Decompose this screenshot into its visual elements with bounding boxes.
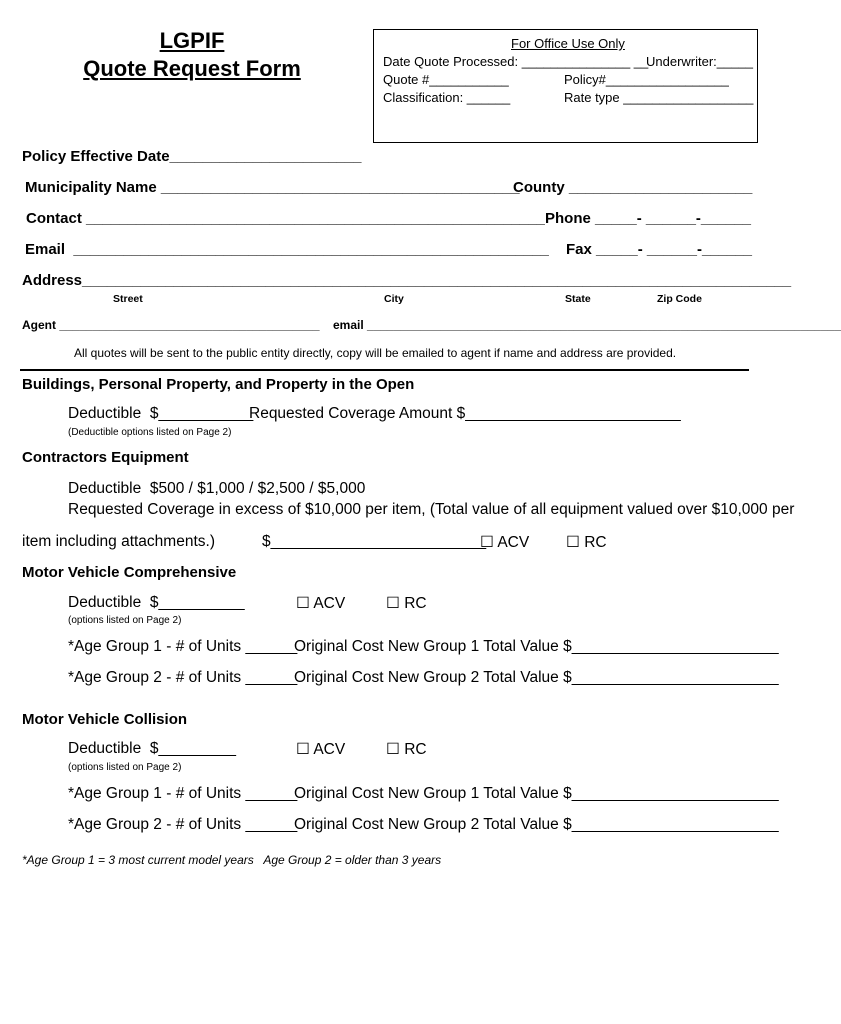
agent-email-field[interactable]: email _______________________________________________________________________ [333,318,841,332]
mv-comprehensive-rc-checkbox[interactable]: ☐ RC [386,595,427,612]
policy-effective-date-field[interactable]: Policy Effective Date_______________________ [22,148,362,165]
contractors-deductible-options: Deductible $500 / $1,000 / $2,500 / $5,000 [68,480,366,497]
mv-comprehensive-heading: Motor Vehicle Comprehensive [22,564,237,581]
zip-code-label: Zip Code [657,293,702,305]
mv-collision-deductible-field[interactable]: Deductible $_________ [68,740,237,757]
municipality-name-field[interactable]: Municipality Name ___________________________________________ [25,179,520,196]
mv-collision-age-group-2-value[interactable]: Original Cost New Group 2 Total Value $________________________ [294,816,779,833]
mv-collision-age-group-1-units[interactable]: *Age Group 1 - # of Units ______ [68,785,298,802]
mv-comprehensive-age-group-1-units[interactable]: *Age Group 1 - # of Units ______ [68,638,298,655]
form-title-line1: LGPIF [159,28,225,53]
mv-collision-rc-checkbox[interactable]: ☐ RC [386,741,427,758]
mv-collision-acv-checkbox[interactable]: ☐ ACV [296,741,346,758]
mv-comprehensive-options-note: (options listed on Page 2) [68,615,182,626]
mv-comprehensive-acv-checkbox[interactable]: ☐ ACV [296,595,346,612]
mv-comprehensive-deductible-field[interactable]: Deductible $__________ [68,594,245,611]
county-field[interactable]: County ______________________ [513,179,753,196]
mv-comprehensive-age-group-1-value[interactable]: Original Cost New Group 1 Total Value $________________________ [294,638,779,655]
mv-comprehensive-age-group-2-units[interactable]: *Age Group 2 - # of Units ______ [68,669,298,686]
mv-collision-age-group-1-value[interactable]: Original Cost New Group 1 Total Value $________________________ [294,785,779,802]
address-field[interactable]: Address_____________________________________________________________________________________ [22,272,792,289]
buildings-deductible-note: (Deductible options listed on Page 2) [68,427,232,438]
street-label: Street [113,293,143,305]
buildings-section-heading: Buildings, Personal Property, and Property in the Open [22,376,415,393]
fax-field[interactable]: Fax _____- ______-______ [566,241,752,258]
buildings-requested-coverage-field[interactable]: Requested Coverage Amount $_________________________ [249,405,681,422]
contractors-requested-coverage-text: Requested Coverage in excess of $10,000 per item, (Total value of all equipment valued over $10,000 per [68,501,795,518]
phone-field[interactable]: Phone _____- ______-______ [545,210,751,227]
age-group-footnote: *Age Group 1 = 3 most current model years Age Group 2 = older than 3 years [22,853,442,867]
office-use-heading: For Office Use Only [511,36,625,51]
contractors-amount-field[interactable]: $_________________________ [262,533,487,550]
contact-field[interactable]: Contact _______________________________________________________ [26,210,545,227]
mv-comprehensive-age-group-2-value[interactable]: Original Cost New Group 2 Total Value $________________________ [294,669,779,686]
contractors-attachments-text: item including attachments.) [22,533,215,550]
date-quote-processed-field[interactable]: Date Quote Processed: _______________ __ [383,54,649,69]
section-divider [20,369,749,371]
quote-delivery-note: All quotes will be sent to the public entity directly, copy will be emailed to agent if name and address are provided. [74,346,677,360]
mv-collision-heading: Motor Vehicle Collision [22,711,188,728]
quote-number-field[interactable]: Quote #___________ [383,72,509,87]
mv-collision-age-group-2-units[interactable]: *Age Group 2 - # of Units ______ [68,816,298,833]
form-title-line2: Quote Request Form [83,56,301,81]
rate-type-field[interactable]: Rate type __________________ [564,90,754,105]
city-label: City [384,293,404,305]
contractors-section-heading: Contractors Equipment [22,449,189,466]
underwriter-field[interactable]: Underwriter:_____ [646,54,753,69]
state-label: State [565,293,591,305]
agent-field[interactable]: Agent _______________________________________ [22,318,320,332]
contractors-rc-checkbox[interactable]: ☐ RC [566,534,607,551]
contractors-acv-checkbox[interactable]: ☐ ACV [480,534,530,551]
buildings-deductible-field[interactable]: Deductible $___________ [68,405,254,422]
policy-number-field[interactable]: Policy#_________________ [564,72,729,87]
classification-field[interactable]: Classification: ______ [383,90,511,105]
mv-collision-options-note: (options listed on Page 2) [68,762,182,773]
email-field[interactable]: Email _________________________________________________________ [25,241,549,258]
